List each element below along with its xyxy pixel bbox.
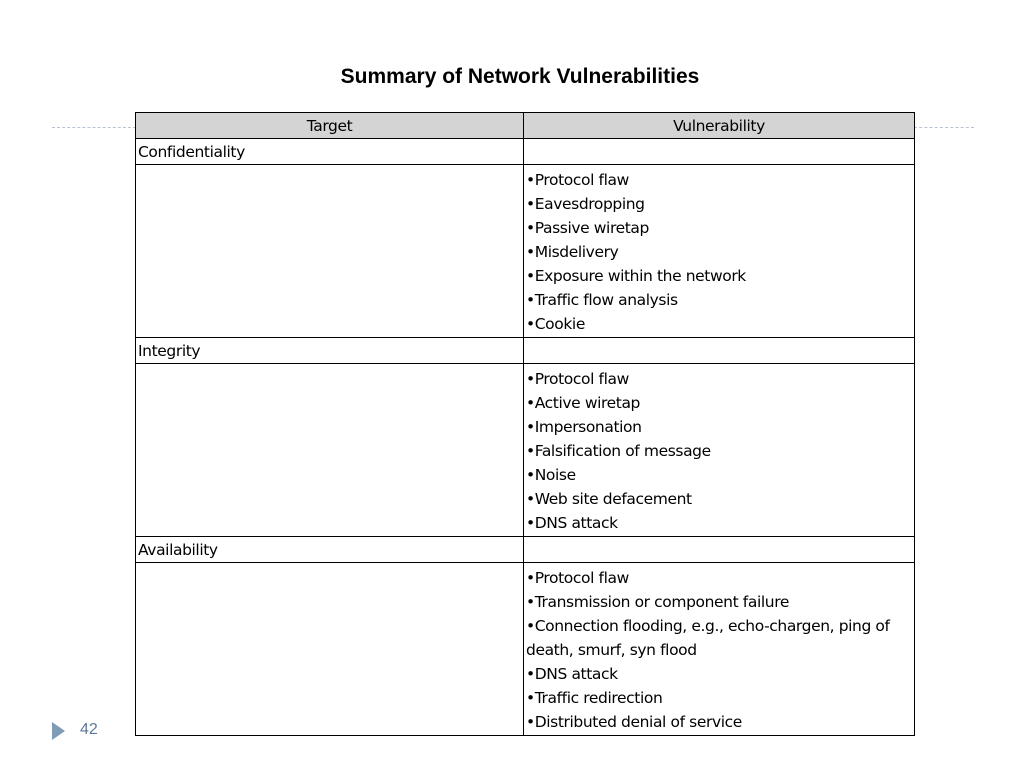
- empty-cell: [524, 537, 915, 563]
- list-item: •Noise: [526, 466, 576, 484]
- empty-cell: [136, 563, 524, 736]
- list-item: •Web site defacement: [526, 490, 692, 508]
- target-cell: Confidentiality: [136, 139, 524, 165]
- decorative-rule-left: [52, 127, 136, 128]
- table-row-confidentiality: [136, 139, 915, 165]
- empty-cell: [136, 165, 524, 338]
- table-row-confidentiality-vulnerabilities: [136, 165, 915, 338]
- list-item: •Cookie: [526, 315, 585, 333]
- list-item: •Protocol flaw: [526, 569, 629, 587]
- header-vulnerability: Vulnerability: [524, 113, 915, 139]
- list-item: •Exposure within the network: [526, 267, 746, 285]
- vulnerability-list: [526, 367, 914, 535]
- list-item: •Transmission or component failure: [526, 593, 789, 611]
- list-item: •Traffic redirection: [526, 689, 663, 707]
- table-row-integrity-vulnerabilities: [136, 364, 915, 537]
- vulnerability-list-cell: [524, 563, 915, 736]
- target-cell: Integrity: [136, 338, 524, 364]
- vulnerability-list-cell: [524, 364, 915, 537]
- vulnerability-list: [526, 566, 914, 734]
- empty-cell: [136, 364, 524, 537]
- list-item: •DNS attack: [526, 514, 618, 532]
- vulnerability-table: [135, 112, 915, 736]
- list-item: •Passive wiretap: [526, 219, 649, 237]
- list-item: •Falsification of message: [526, 442, 711, 460]
- table-row-integrity: [136, 338, 915, 364]
- empty-cell: [524, 139, 915, 165]
- play-arrow-icon: [52, 722, 65, 740]
- slide-title: Summary of Network Vulnerabilities: [340, 65, 700, 88]
- list-item: •Traffic flow analysis: [526, 291, 678, 309]
- list-item: •Impersonation: [526, 418, 642, 436]
- list-item: •Connection flooding, e.g., echo-chargen, ping of death, smurf, syn flood: [526, 617, 890, 659]
- table-row-availability-vulnerabilities: [136, 563, 915, 736]
- target-cell: Availability: [136, 537, 524, 563]
- list-item: •Misdelivery: [526, 243, 619, 261]
- table-header-row: [136, 113, 915, 139]
- list-item: •Protocol flaw: [526, 370, 629, 388]
- list-item: •Active wiretap: [526, 394, 640, 412]
- table-row-availability: [136, 537, 915, 563]
- list-item: •Distributed denial of service: [526, 713, 742, 731]
- header-target: Target: [136, 113, 524, 139]
- list-item: •DNS attack: [526, 665, 618, 683]
- vulnerability-list: [526, 168, 914, 336]
- vulnerability-list-cell: [524, 165, 915, 338]
- decorative-rule-right: [914, 127, 974, 128]
- empty-cell: [524, 338, 915, 364]
- list-item: •Protocol flaw: [526, 171, 629, 189]
- page-number: 42: [80, 721, 98, 738]
- list-item: •Eavesdropping: [526, 195, 645, 213]
